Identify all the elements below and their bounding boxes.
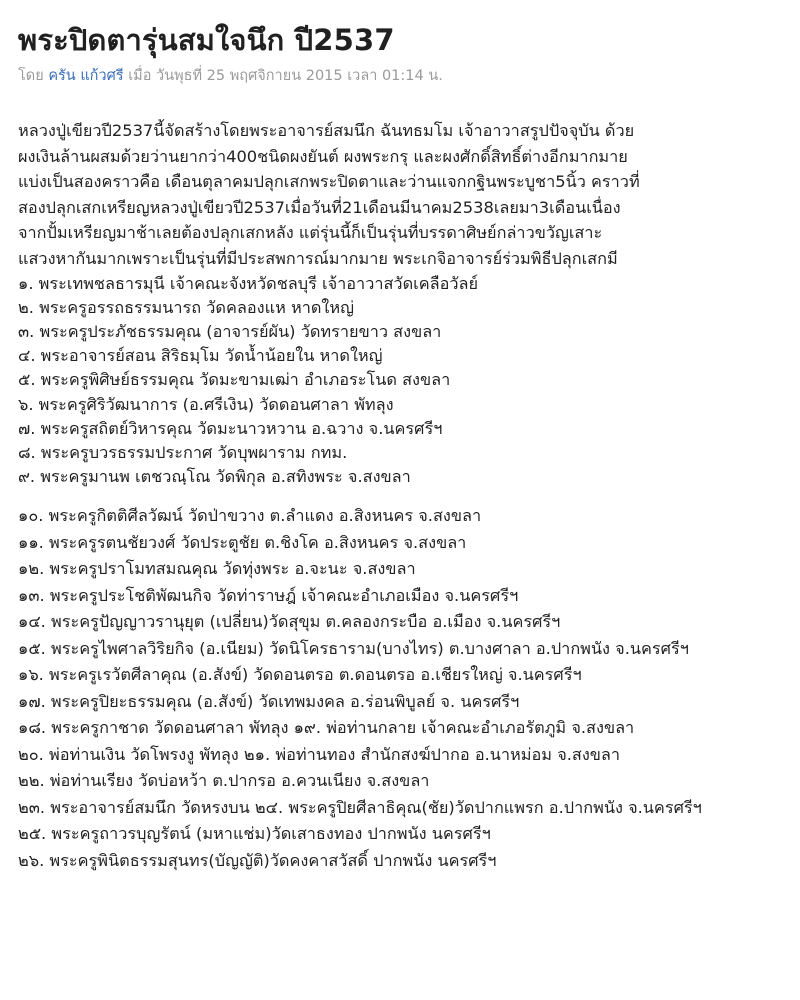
intro-line: หลวงปู่เขียวปี2537นี้จัดสร้างโดยพระอาจารย์สมนึก ฉันทธมโม เจ้าอาวาสรูปปัจจุบัน ด้วย <box>18 121 635 140</box>
author-link[interactable]: ครัน แก้วศรี <box>48 68 124 84</box>
monk-list-part1 <box>18 272 788 490</box>
list-item: ๑๓. พระครูประโชติพัฒนกิจ วัดท่าราษฎ์ เจ้าคณะอำเภอเมือง จ.นครศรีฯ <box>18 585 519 605</box>
list-item: ๑๖. พระครูเรวัตศีลาคุณ (อ.สังข์) วัดดอนตรอ ต.ดอนตรอ อ.เชียรใหญ่ จ.นครศรีฯ <box>18 665 582 685</box>
intro-line: แบ่งเป็นสองคราวคือ เดือนตุลาคมปลุกเสกพระปิดตาและว่านแจกกฐินพระบูชา5นิ้ว คราวที่ <box>18 172 640 192</box>
list-item: ๑๘. พระครูกาชาด วัดดอนศาลา พัทลุง ๑๙. พ่อท่านกลาย เจ้าคณะอำเภอรัตภูมิ จ.สงขลา <box>18 718 635 738</box>
list-item: ๙. พระครูมานพ เตชวณฺโณ วัดพิกุล อ.สทิงพระ จ.สงขลา <box>18 467 411 487</box>
post-date: วันพุธที่ 25 พฤศจิกายน 2015 เวลา 01:14 น. <box>156 68 443 84</box>
intro-line: แสวงหากันมากเพราะเป็นรุ่นที่มีประสพการณ์มากมาย พระเกจิอาจารย์ร่วมพิธีปลุกเสกมี <box>18 248 618 268</box>
list-item: ๗. พระครูสถิตย์วิหารคุณ วัดมะนาวหวาน อ.ฉวาง จ.นครศรีฯ <box>18 418 443 438</box>
list-item: ๒๓. พระอาจารย์สมนึก วัดหรงบน ๒๔. พระครูปิยศีลาธิคุณ(ชัย)วัดปากแพรก อ.ปากพนัง จ.นครศรีฯ <box>18 797 702 817</box>
list-item: ๑๗. พระครูปิยะธรรมคุณ (อ.สังข์) วัดเทพมงคล อ.ร่อนพิบูลย์ จ. นครศรีฯ <box>18 691 520 711</box>
list-item: ๑. พระเทพชลธารมุนี เจ้าคณะจังหวัดชลบุรี เจ้าอาวาสวัดเคลือวัลย์ <box>18 273 479 293</box>
list-item: ๑๑. พระครูรตนชัยวงศ์ วัดประตูชัย ต.ชิงโค อ.สิงหนคร จ.สงขลา <box>18 532 467 552</box>
article-title: พระปิดตารุ่นสมใจนึก ปี2537 <box>18 23 395 57</box>
list-item: ๑๔. พระครูปัญญาวรานุยุต (เปลี่ยน)วัดสุขุม ต.คลองกระบือ อ.เมือง จ.นครศรีฯ <box>18 612 561 632</box>
intro-line: จากปั้มเหรียญมาช้าเลยต้องปลุกเสกหลัง แต่รุ่นนี้ก็เป็นรุ่นที่บรรดาศิษย์กล่าวขวัญเสาะ <box>18 223 603 243</box>
list-item: ๑๐. พระครูกิตติศีลวัฒน์ วัดป่าขวาง ต.ลำแดง อ.สิงหนคร จ.สงขลา <box>18 506 482 526</box>
monk-list-part2 <box>18 503 788 874</box>
list-item: ๖. พระครูศิริวัฒนาการ (อ.ศรีเงิน) วัดดอนศาลา พัทลุง <box>18 394 394 414</box>
list-item: ๒๕. พระครูถาวรบุญรัตน์ (มหาแช่ม)วัดเสาธงทอง ปากพนัง นครศรีฯ <box>18 824 491 844</box>
list-item: ๒. พระครูอรรถธรรมนารถ วัดคลองแห หาดใหญ่ <box>18 297 354 317</box>
list-item: ๓. พระครูประภัชธรรมคุณ (อาจารย์ผัน) วัดทรายขาว สงขลา <box>18 321 442 341</box>
list-item: ๒๒. พ่อท่านเรียง วัดบ่อหว้า ต.ปากรอ อ.ควนเนียง จ.สงขลา <box>18 771 430 791</box>
list-item: ๒๐. พ่อท่านเงิน วัดโพรงงู พัทลุง ๒๑. พ่อท่านทอง สำนักสงฆ์ปากอ อ.นาหม่อม จ.สงขลา <box>18 744 621 764</box>
by-label: โดย <box>18 68 44 84</box>
article-meta <box>18 66 788 86</box>
list-item: ๕. พระครูพิศิษย์ธรรมคุณ วัดมะขามเฒ่า อำเภอระโนด สงขลา <box>18 370 451 390</box>
list-item: ๑๒. พระครูปราโมทสมณคุณ วัดทุ่งพระ อ.จะนะ จ.สงขลา <box>18 559 416 579</box>
when-label: เมื่อ <box>128 68 152 84</box>
intro-line: สองปลุกเสกเหรียญหลวงปู่เขียวปี2537เมื่อวันที่21เดือนมีนาคม2538เลยมา3เดือนเนื่อง <box>18 197 621 217</box>
intro-paragraph <box>18 118 788 272</box>
list-item: ๔. พระอาจารย์สอน สิริธมฺโม วัดน้ำน้อยใน หาดใหญ่ <box>18 346 383 366</box>
intro-line: ผงเงินล้านผสมด้วยว่านยากว่า400ชนิดผงยันต์ ผงพระกรุ และผงศักดิ์สิทธิ์ต่างอีกมากมาย <box>18 146 628 166</box>
list-item: ๘. พระครูบวรธรรมประกาศ วัดบุพผาราม กทม. <box>18 442 348 462</box>
list-item: ๑๕. พระครูไพศาลวิริยกิจ (อ.เนียม) วัดนิโครธาราม(บางไทร) ต.บางศาลา อ.ปากพนัง จ.นครศรีฯ <box>18 638 689 658</box>
list-item: ๒๖. พระครูพินิตธรรมสุนทร(บัญญัติ)วัดคงคาสวัสดิ์ ปากพนัง นครศรีฯ <box>18 850 497 870</box>
article <box>18 22 788 874</box>
